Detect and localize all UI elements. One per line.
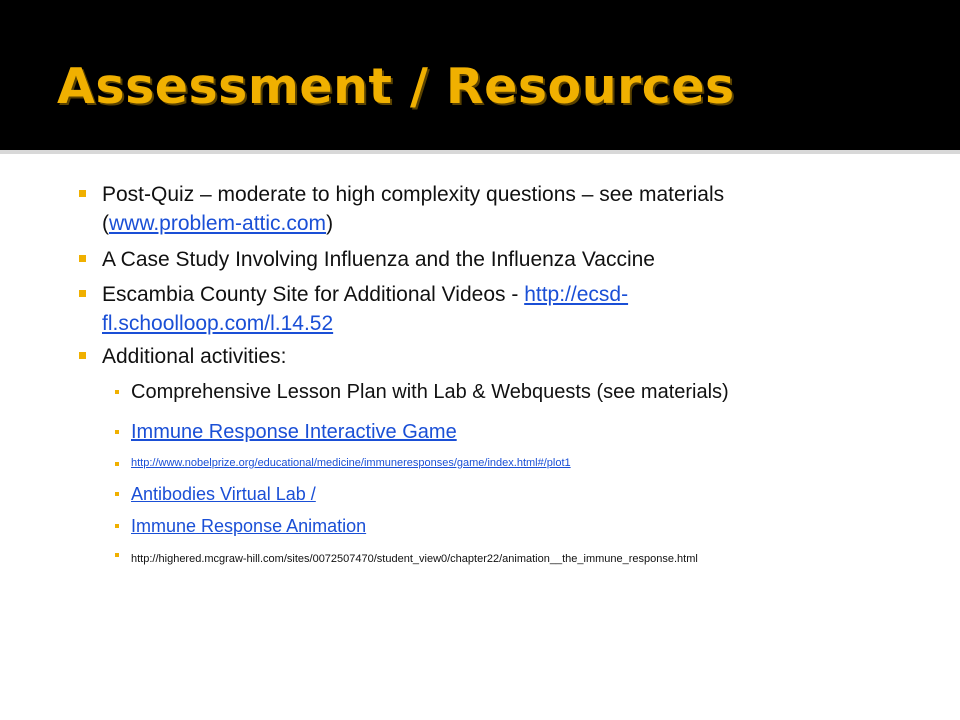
- title-bar: [0, 0, 960, 150]
- subitem-nobel-url: [131, 455, 911, 471]
- bullet-icon: [79, 352, 86, 359]
- bullet-icon: [115, 462, 119, 466]
- bullet-icon: [115, 390, 119, 394]
- subitem-antibodies-lab: [131, 481, 891, 507]
- subitem-mcgraw-url: [131, 546, 771, 573]
- list-item-case-study: [102, 245, 862, 274]
- divider: [0, 150, 960, 154]
- case-study-text: A Case Study Involving Influenza and the Influenza Vaccine: [102, 248, 655, 271]
- bullet-icon: [79, 255, 86, 262]
- bullet-icon: [115, 524, 119, 528]
- list-item-additional: [102, 342, 802, 371]
- antibodies-lab-link[interactable]: Antibodies Virtual Lab /: [131, 484, 316, 504]
- list-item-escambia: [102, 280, 742, 338]
- post-quiz-close: ): [326, 212, 334, 235]
- slide-title: Assessment / Resources: [57, 58, 735, 115]
- bullet-icon: [115, 430, 119, 434]
- lesson-plan-text: Comprehensive Lesson Plan with Lab & Webquests (see materials): [131, 381, 729, 403]
- bullet-icon: [79, 190, 86, 197]
- bullet-icon: [115, 553, 119, 557]
- escambia-link[interactable]: http://ecsd-fl.schoolloop.com/l.14.52: [102, 283, 629, 335]
- subitem-lesson-plan: [131, 378, 891, 406]
- interactive-game-link[interactable]: Immune Response Interactive Game: [131, 421, 457, 443]
- immune-animation-link[interactable]: Immune Response Animation: [131, 516, 367, 536]
- post-quiz-text: Post-Quiz – moderate to high complexity questions – see materials (: [102, 183, 725, 235]
- additional-text: Additional activities:: [102, 345, 287, 368]
- bullet-icon: [79, 290, 86, 297]
- nobelprize-link[interactable]: http://www.nobelprize.org/educational/medicine/immuneresponses/game/index.html#/plot1: [131, 457, 571, 469]
- subitem-interactive-game: [131, 418, 891, 446]
- mcgraw-url-text: http://highered.mcgraw-hill.com/sites/0072507470/student_view0/chapter22/animation__the_immune_response.html: [131, 553, 698, 565]
- bullet-icon: [115, 492, 119, 496]
- list-item-post-quiz: [102, 180, 862, 238]
- problem-attic-link[interactable]: www.problem-attic.com: [109, 212, 327, 235]
- subitem-immune-animation: [131, 514, 891, 538]
- escambia-text: Escambia County Site for Additional Videos -: [102, 283, 525, 306]
